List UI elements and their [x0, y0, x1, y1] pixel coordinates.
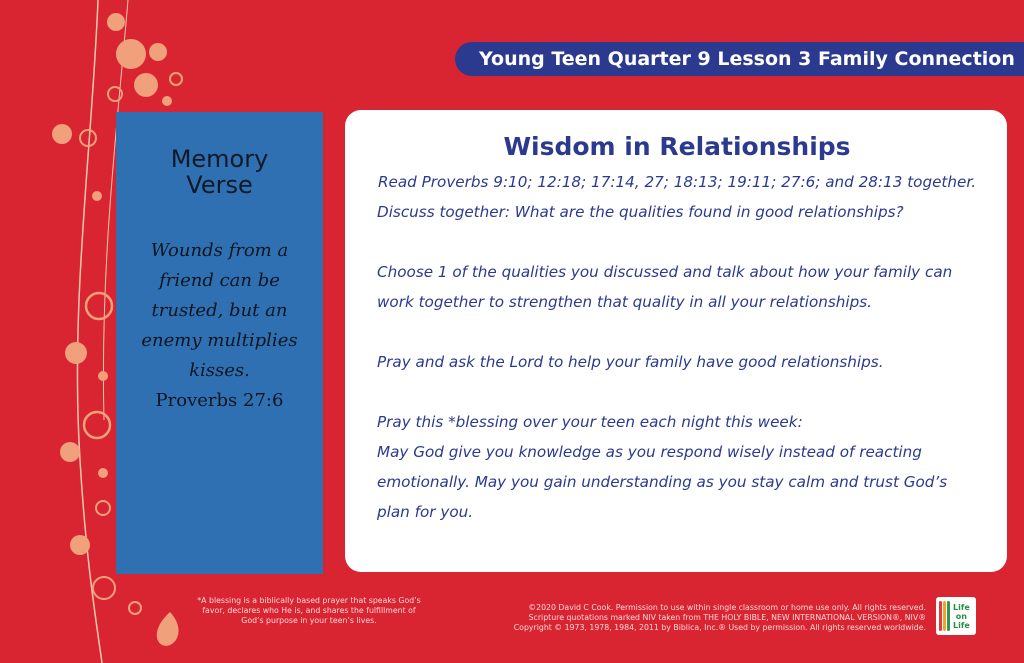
- logo-line3: Life: [953, 620, 970, 630]
- memory-verse-reference: Proverbs 27:6: [155, 390, 284, 411]
- lesson-card: [345, 110, 1007, 572]
- memory-verse-text: Wounds from a friend can be trusted, but an enemy multiplies kisses.: [141, 240, 298, 381]
- spacer: [377, 377, 977, 407]
- memory-title-line2: Verse: [186, 171, 253, 199]
- header-banner: [455, 42, 1024, 76]
- logo-line1: Life: [953, 602, 970, 612]
- logo-line2: on: [955, 611, 967, 621]
- logo-text: [953, 603, 970, 630]
- choose-instruction: Choose 1 of the qualities you discussed and talk about how your family can work together to strengthen that quality in all your relationships.: [377, 263, 953, 311]
- blessing-footnote: *A blessing is a biblically based prayer that speaks God’s favor, declares who He is, and shares the fulfillment of God’s purpose in your teen’s lives.: [197, 596, 421, 625]
- copyright-line2: Scripture quotations marked NIV taken from THE HOLY BIBLE, NEW INTERNATIONAL VERSION®, NIV®: [528, 613, 926, 622]
- life-on-life-logo: [936, 597, 976, 635]
- header-title: Young Teen Quarter 9 Lesson 3 Family Connection: [479, 48, 1015, 70]
- blessing-text: May God give you knowledge as you respond wisely instead of reacting emotionally. May you gain understanding as you stay calm and trust God’s plan for you.: [377, 443, 948, 521]
- read-instruction: Read Proverbs 9:10; 12:18; 17:14, 27; 18:13; 19:11; 27:6; and 28:13 together.: [377, 173, 977, 191]
- discuss-instruction: Discuss together: What are the qualities found in good relationships?: [377, 203, 904, 221]
- memory-verse-panel: [116, 112, 323, 574]
- memory-verse-title: [116, 146, 323, 198]
- blessing-intro: Pray this *blessing over your teen each night this week:: [377, 413, 803, 431]
- pray-instruction: Pray and ask the Lord to help your family have good relationships.: [377, 353, 884, 371]
- logo-bars-icon: [939, 601, 951, 631]
- spacer: [377, 317, 977, 347]
- memory-title-line1: Memory: [170, 145, 269, 173]
- lesson-title: Wisdom in Relationships: [503, 132, 851, 161]
- spacer: [377, 227, 977, 257]
- copyright-notice: [446, 603, 926, 633]
- copyright-line3: Copyright © 1973, 1978, 1984, 2011 by Biblica, Inc.® Used by permission. All rights reserved worldwide.: [513, 623, 926, 632]
- copyright-line1: ©2020 David C Cook. Permission to use within single classroom or home use only. All rights reserved.: [528, 603, 926, 612]
